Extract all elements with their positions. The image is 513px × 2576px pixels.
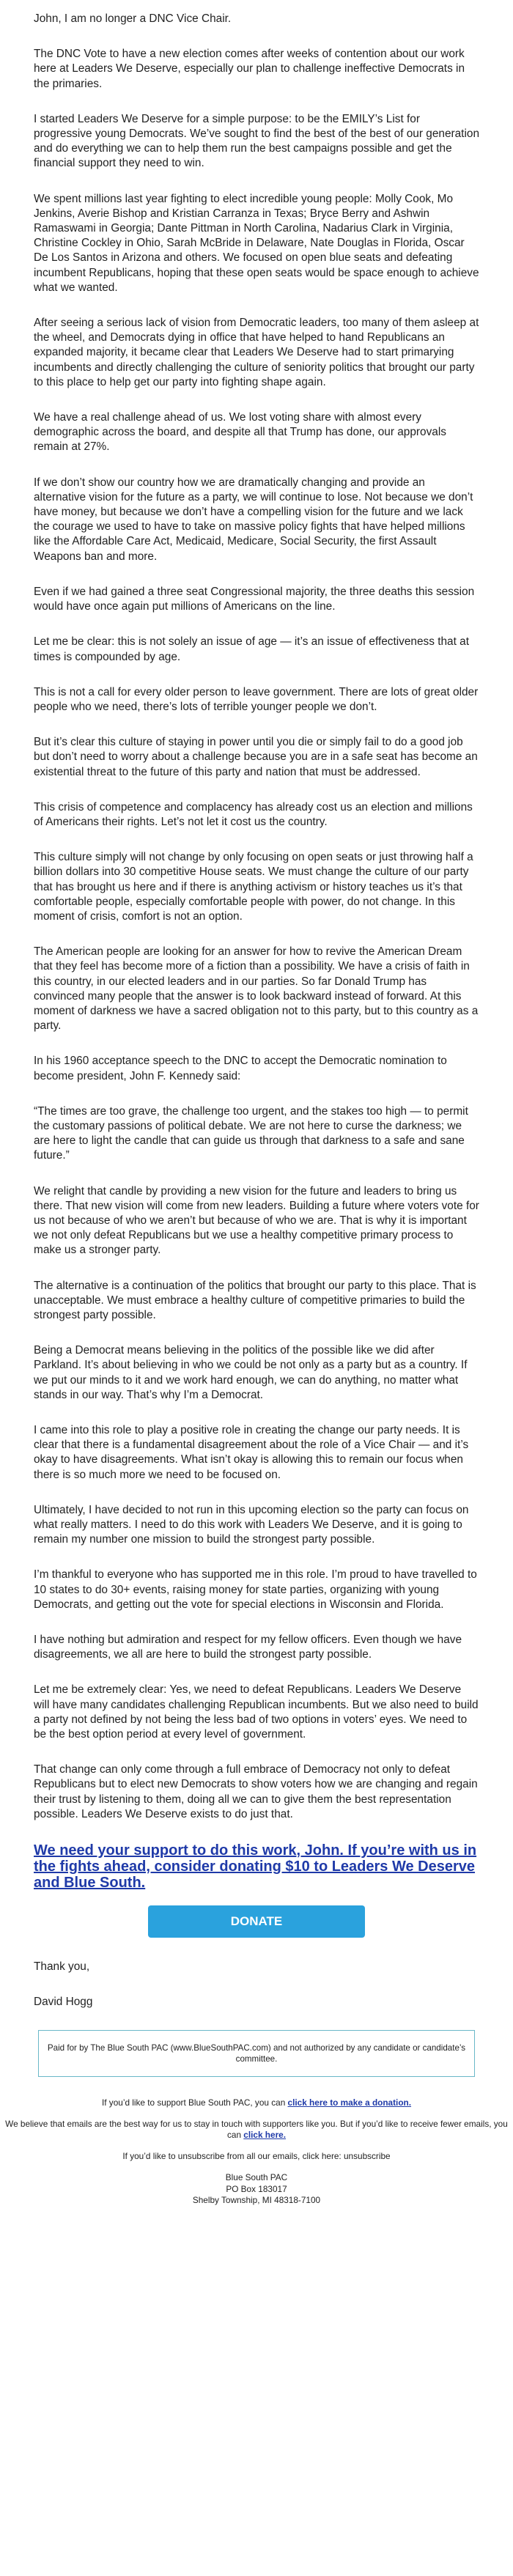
paid-for-disclaimer: Paid for by The Blue South PAC (www.BlueSouthPAC.com) and not authorized by any candidate or candidate’s committee.	[38, 2030, 475, 2077]
paragraph: John, I am no longer a DNC Vice Chair.	[34, 12, 232, 25]
paragraph: We relight that candle by providing a new vision for the future and leaders to bring us there. That new vision will come from new leaders. Building a future where voters vote for us not because of who we aren’t but because of who we are. That is why it is important we not only defeat Republicans but we use a healthy competitive primary process to make us a stronger party.	[34, 1184, 479, 1257]
paragraph: Ultimately, I have decided to not run in this upcoming election so the party can focus on what really matters. I need to do this work with Leaders We Deserve, and it is going to remain my number one mission to build the strongest party possible.	[34, 1503, 469, 1546]
paragraph: I started Leaders We Deserve for a simple purpose: to be the EMILY’s List for progressive young Democrats. We’ve sought to find the best of the best of our generation and do everything we can to help them run the best campaigns possible and get the financial support they need to win.	[34, 112, 479, 170]
paragraph: In his 1960 acceptance speech to the DNC to accept the Democratic nomination to become president, John F. Kennedy said:	[34, 1055, 447, 1082]
donation-link[interactable]: click here to make a donation.	[287, 2097, 412, 2108]
address-line: Shelby Township, MI 48318-7100	[192, 2195, 321, 2206]
quote-paragraph: “The times are too grave, the challenge too urgent, and the stakes too high — to permit the customary passions of political debate. We are not here to curse the darkness; we are here to light the candle that can guide us through that darkness to a safe and sane future.”	[34, 1104, 468, 1162]
paragraph: That change can only come through a full embrace of Democracy not only to defeat Republicans but to elect new Democrats to show voters how we are changing and regain their trust by listening to them, doing all we can to give them the best representation possible. Leaders We Deserve exists to do just that.	[34, 1763, 478, 1820]
donate-button-wrap	[34, 1905, 479, 1938]
paragraph: We spent millions last year fighting to elect incredible young people: Molly Cook, Mo Jenkins, Averie Bishop and Kristian Carranza in Texas; Bryce Berry and Ashwin Ramaswami in Georgia; Dante Pittman in North Carolina, Nadarius Clark in Virginia, Christine Cockley in Ohio, Sarah McBride in Delaware, Nate Douglas in Florida, Oscar De Los Santos in Arizona and others. We focused on open blue seats and defeating incumbent Republicans, hoping that these open seats would be space enough to achieve what we wanted.	[34, 192, 479, 294]
paragraph: Being a Democrat means believing in the politics of the possible like we did after Parkland. It’s about believing in who we could be not only as a party but as a country. If we put our minds to it and we work hard enough, we can do anything, no matter what stands in our way. That’s why I’m a Democrat.	[34, 1344, 468, 1401]
paragraph: Let me be extremely clear: Yes, we need to defeat Republicans. Leaders We Deserve will have many candidates challenging Republican incumbents. But we also need to build a party not defined by not being the less bad of two options in voters’ eyes. We need to be the best option period at every level of government.	[34, 1683, 479, 1741]
paragraph: I have nothing but admiration and respect for my fellow officers. Even though we have disagreements, we all are here to build the strongest party possible.	[34, 1634, 462, 1661]
paragraph: But it’s clear this culture of staying in power until you die or simply fail to do a good job but don’t need to worry about a challenge because you are in a safe seat has become an existential threat to the future of this party and nation that must be addressed.	[34, 736, 478, 778]
donate-button[interactable]: DONATE	[148, 1905, 365, 1938]
paragraph: I’m thankful to everyone who has supported me in this role. I’m proud to have travelled to 10 states to do 30+ events, raising money for state parties, organizing with young Democrats, and getting out the vote for special elections in Wisconsin and Florida.	[34, 1568, 477, 1611]
support-line	[0, 2097, 513, 2108]
emails-line	[0, 2119, 513, 2141]
closing: Thank you,	[34, 1960, 90, 1974]
paragraph: The DNC Vote to have a new election comes after weeks of contention about our work here at Leaders We Deserve, especially our plan to challenge ineffective Democrats in the primaries.	[34, 48, 465, 90]
paragraph: Let me be clear: this is not solely an issue of age — it’s an issue of effectiveness that at times is compounded by age.	[34, 635, 470, 663]
donation-appeal-link[interactable]: We need your support to do this work, John. If you’re with us in the fights ahead, consider donating $10 to Leaders We Deserve and Blue South.	[34, 1842, 477, 1892]
emails-text: We believe that emails are the best way for us to stay in touch with supporters like you. But if you’d like to receive fewer emails, you can	[5, 2119, 508, 2141]
paragraph: I came into this role to play a positive role in creating the change our party needs. It is clear that there is a fundamental disagreement about the role of a Vice Chair — and it’s okay to have disagreements. What isn’t okay is allowing this to remain our focus when there is so much more we need to be focused on.	[34, 1424, 469, 1481]
paragraph: After seeing a serious lack of vision from Democratic leaders, too many of them asleep at the wheel, and Democrats dying in office that have helped to hand Republicans an expanded majority, it became clear that Leaders We Deserve had to start primarying incumbents and directly challenging the culture of seniority politics that brought our party to this place to help get our party into fighting shape again.	[34, 317, 479, 388]
paragraph: This culture simply will not change by only focusing on open seats or just throwing half a billion dollars into 30 competitive House seats. We must change the culture of our party that has brought us here and if there is anything activism or history teaches us it’s that comfortable people, especially comfortable people with power, do not change. In this moment of crisis, comfort is not an option.	[34, 851, 473, 923]
paragraph: We have a real challenge ahead of us. We lost voting share with almost every demographic across the board, and despite all that Trump has done, our approvals remain at 27%.	[34, 411, 446, 454]
fewer-emails-link[interactable]: click here.	[243, 2130, 287, 2141]
paragraph: This is not a call for every older person to leave government. There are lots of great older people who we need, there’s lots of terrible younger people we don’t.	[34, 685, 479, 713]
signature: David Hogg	[34, 1996, 93, 2009]
address-line: PO Box 183017	[226, 2183, 287, 2194]
support-text: If you’d like to support Blue South PAC, you can	[101, 2097, 288, 2108]
unsubscribe-line[interactable]: If you’d like to unsubscribe from all our emails, click here: unsubscribe	[122, 2151, 391, 2162]
footer	[0, 2030, 513, 2207]
paragraph: Even if we had gained a three seat Congressional majority, the three deaths this session would have once again put millions of Americans on the line.	[34, 585, 475, 613]
paragraph: This crisis of competence and complacency has already cost us an election and millions of Americans their rights. Let’s not let it cost us the country.	[34, 800, 473, 828]
paragraph: If we don’t show our country how we are dramatically changing and provide an alternative vision for the future as a party, we will continue to lose. Not because we don’t have money, but because we don’t have a compelling vision for the future and we lack the courage we used to have to take on massive policy fights that have helped millions like the Affordable Care Act, Medicaid, Medicare, Social Security, the first Assault Weapons ban and more.	[34, 476, 473, 563]
paragraph: The American people are looking for an answer for how to revive the American Dream that they feel has become more of a fiction than a possibility. We have a crisis of faith in this country, in our elected leaders and in our parties. So far Donald Trump has convinced many people that the answer is to look backward instead of forward. At this moment of darkness we have a sacred obligation not to this party, but to this country as a party.	[34, 945, 479, 1033]
mailing-address	[0, 2172, 513, 2207]
address-line: Blue South PAC	[225, 2172, 288, 2183]
paragraph: The alternative is a continuation of the politics that brought our party to this place. That is unacceptable. We must embrace a healthy culture of competitive primaries to build the strongest party possible.	[34, 1279, 476, 1321]
